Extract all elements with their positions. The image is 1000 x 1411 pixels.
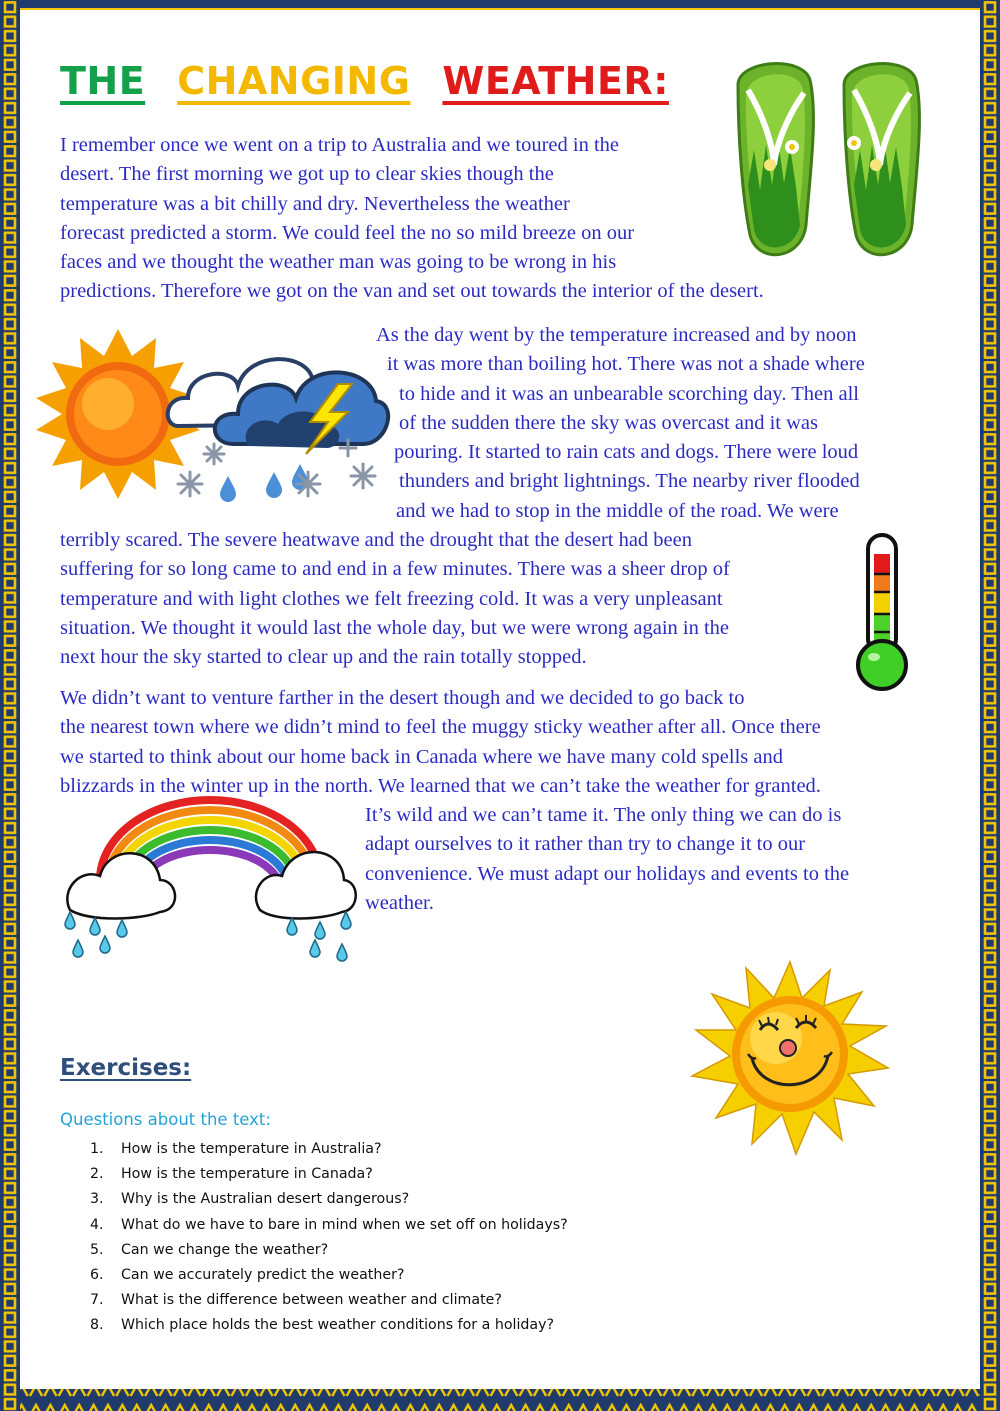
story-line: thunders and bright lightnings. The nearby river flooded xyxy=(399,470,860,493)
question-item xyxy=(90,1240,568,1265)
thermometer-icon xyxy=(854,532,910,692)
story-line: and we had to stop in the middle of the road. We were xyxy=(396,499,839,522)
question-item xyxy=(90,1215,568,1240)
story-line: predictions. Therefore we got on the van and set out towards the interior of the desert. xyxy=(60,280,764,303)
question-number: 5. xyxy=(90,1241,104,1258)
story-line: We didn’t want to venture farther in the desert though and we decided to go back to xyxy=(60,687,745,709)
question-number: 4. xyxy=(90,1216,104,1233)
story-line: to hide and it was an unbearable scorching day. Then all xyxy=(399,382,859,405)
question-text: Can we accurately predict the weather? xyxy=(121,1266,405,1283)
question-text: Can we change the weather? xyxy=(121,1241,329,1258)
title-word-changing: CHANGING xyxy=(177,59,411,103)
story-line: it was more than boiling hot. There was not a shade where xyxy=(387,353,865,376)
question-item xyxy=(90,1139,568,1164)
story-paragraph-2 xyxy=(0,321,865,673)
question-number: 8. xyxy=(90,1317,104,1334)
question-number: 2. xyxy=(90,1166,104,1183)
story-line: I remember once we went on a trip to Australia and we toured in the xyxy=(60,134,620,156)
questions-subheading: Questions about the text: xyxy=(60,1110,271,1129)
story-paragraph-1 xyxy=(60,131,764,307)
story-line: situation. We thought it would last the whole day, but we were wrong again in the xyxy=(60,616,730,639)
questions-list xyxy=(90,1139,568,1341)
exercises-heading: Exercises: xyxy=(60,1055,192,1081)
story-line: faces and we thought the weather man was going to be wrong in his xyxy=(60,251,617,274)
question-number: 6. xyxy=(90,1266,104,1283)
question-text: What do we have to bare in mind when we set off on holidays? xyxy=(121,1216,568,1233)
story-line: of the sudden there the sky was overcast and it was xyxy=(399,411,818,434)
story-line: next hour the sky started to clear up and the rain totally stopped. xyxy=(60,646,587,669)
question-text: How is the temperature in Canada? xyxy=(121,1166,373,1183)
story-line: we started to think about our home back in Canada where we have many cold spells and xyxy=(60,745,783,768)
story-line: terribly scared. The severe heatwave and the drought that the desert had been xyxy=(60,529,693,552)
story-line: As the day went by the temperature increased and by noon xyxy=(376,324,857,346)
question-item xyxy=(90,1315,568,1340)
question-item xyxy=(90,1290,568,1315)
question-text: What is the difference between weather and climate? xyxy=(121,1292,502,1309)
question-item xyxy=(90,1164,568,1189)
story-line: adapt ourselves to it rather than try to change it to our xyxy=(365,833,806,856)
title-word-the: THE xyxy=(60,59,146,103)
question-number: 7. xyxy=(90,1292,104,1309)
worksheet-title xyxy=(60,59,669,103)
story-line: weather. xyxy=(365,892,434,915)
story-line: desert. The first morning we got up to clear skies though the xyxy=(60,163,554,186)
question-text: Why is the Australian desert dangerous? xyxy=(121,1191,410,1208)
smiling-sun-icon xyxy=(686,962,896,1162)
story-line: pouring. It started to rain cats and dogs. There were loud xyxy=(394,441,859,464)
question-number: 3. xyxy=(90,1191,104,1208)
title-word-weather: WEATHER: xyxy=(442,59,669,103)
question-item xyxy=(90,1189,568,1214)
story-line: suffering for so long came to and end in a few minutes. There was a sheer drop of xyxy=(60,558,730,581)
question-number: 1. xyxy=(90,1141,104,1157)
story-line: blizzards in the winter up in the north. We learned that we can’t take the weather for granted. xyxy=(60,774,821,797)
rainbow-icon xyxy=(60,800,360,970)
question-text: Which place holds the best weather conditions for a holiday? xyxy=(121,1317,555,1334)
story-line: It’s wild and we can’t tame it. The only thing we can do is xyxy=(365,804,842,827)
story-line: forecast predicted a storm. We could feel the no so mild breeze on our xyxy=(60,221,635,244)
question-text: How is the temperature in Australia? xyxy=(121,1141,382,1157)
question-item xyxy=(90,1265,568,1290)
story-line: the nearest town where we didn’t mind to feel the muggy sticky weather after all. Once there xyxy=(60,716,821,739)
story-line: temperature and with light clothes we felt freezing cold. It was a very unpleasant xyxy=(60,587,723,610)
story-line: temperature was a bit chilly and dry. Nevertheless the weather xyxy=(60,192,570,215)
story-line: convenience. We must adapt our holidays and events to the xyxy=(365,862,850,885)
